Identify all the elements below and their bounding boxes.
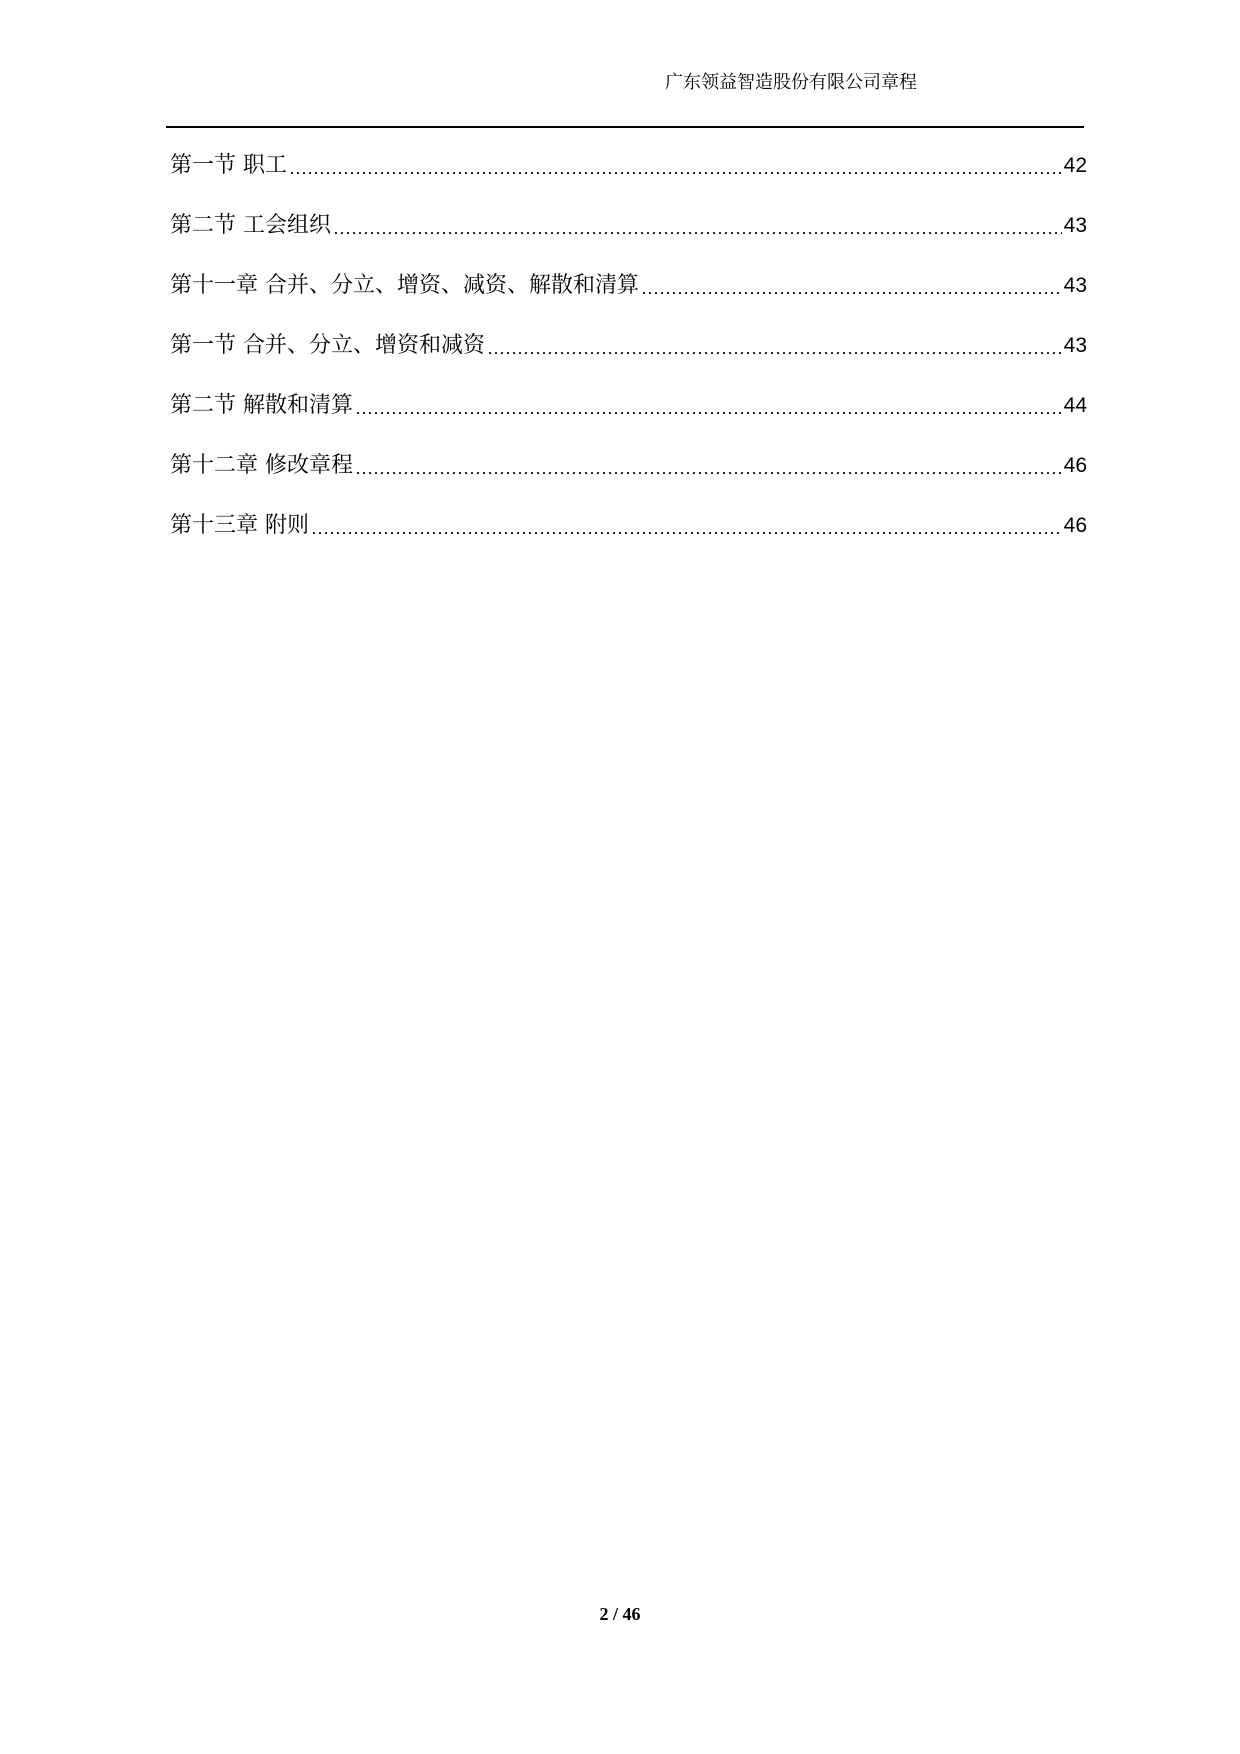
toc-entry-page: 46	[1063, 454, 1087, 477]
toc-entry[interactable]	[170, 496, 1087, 556]
table-of-contents	[170, 136, 1087, 556]
toc-entry[interactable]	[170, 316, 1087, 376]
toc-entry-title: 第二节 解散和清算	[170, 393, 353, 418]
toc-entry-page: 43	[1063, 214, 1087, 237]
toc-entry-title: 第十二章 修改章程	[170, 453, 353, 478]
toc-dot-leader	[641, 276, 1062, 296]
toc-entry-page: 44	[1063, 394, 1087, 417]
header-divider	[166, 126, 1084, 128]
running-header: 广东领益智造股份有限公司章程	[665, 72, 917, 93]
toc-dot-leader	[333, 216, 1062, 236]
toc-entry[interactable]	[170, 196, 1087, 256]
toc-entry-page: 43	[1063, 274, 1087, 297]
toc-dot-leader	[487, 336, 1062, 356]
toc-dot-leader	[311, 516, 1062, 536]
toc-dot-leader	[289, 156, 1062, 176]
toc-entry-title: 第一节 合并、分立、增资和减资	[170, 333, 485, 358]
page-number-footer: 2 / 46	[599, 1604, 641, 1624]
toc-entry-page: 42	[1063, 154, 1087, 177]
toc-entry-title: 第一节 职工	[170, 153, 287, 178]
toc-dot-leader	[355, 456, 1062, 476]
toc-dot-leader	[355, 396, 1062, 416]
toc-entry[interactable]	[170, 256, 1087, 316]
toc-entry-page: 46	[1063, 514, 1087, 537]
toc-entry[interactable]	[170, 136, 1087, 196]
toc-entry-page: 43	[1063, 334, 1087, 357]
toc-entry-title: 第十一章 合并、分立、增资、减资、解散和清算	[170, 273, 639, 298]
toc-entry-title: 第十三章 附则	[170, 513, 309, 538]
toc-entry[interactable]	[170, 436, 1087, 496]
toc-entry[interactable]	[170, 376, 1087, 436]
toc-entry-title: 第二节 工会组织	[170, 213, 331, 238]
